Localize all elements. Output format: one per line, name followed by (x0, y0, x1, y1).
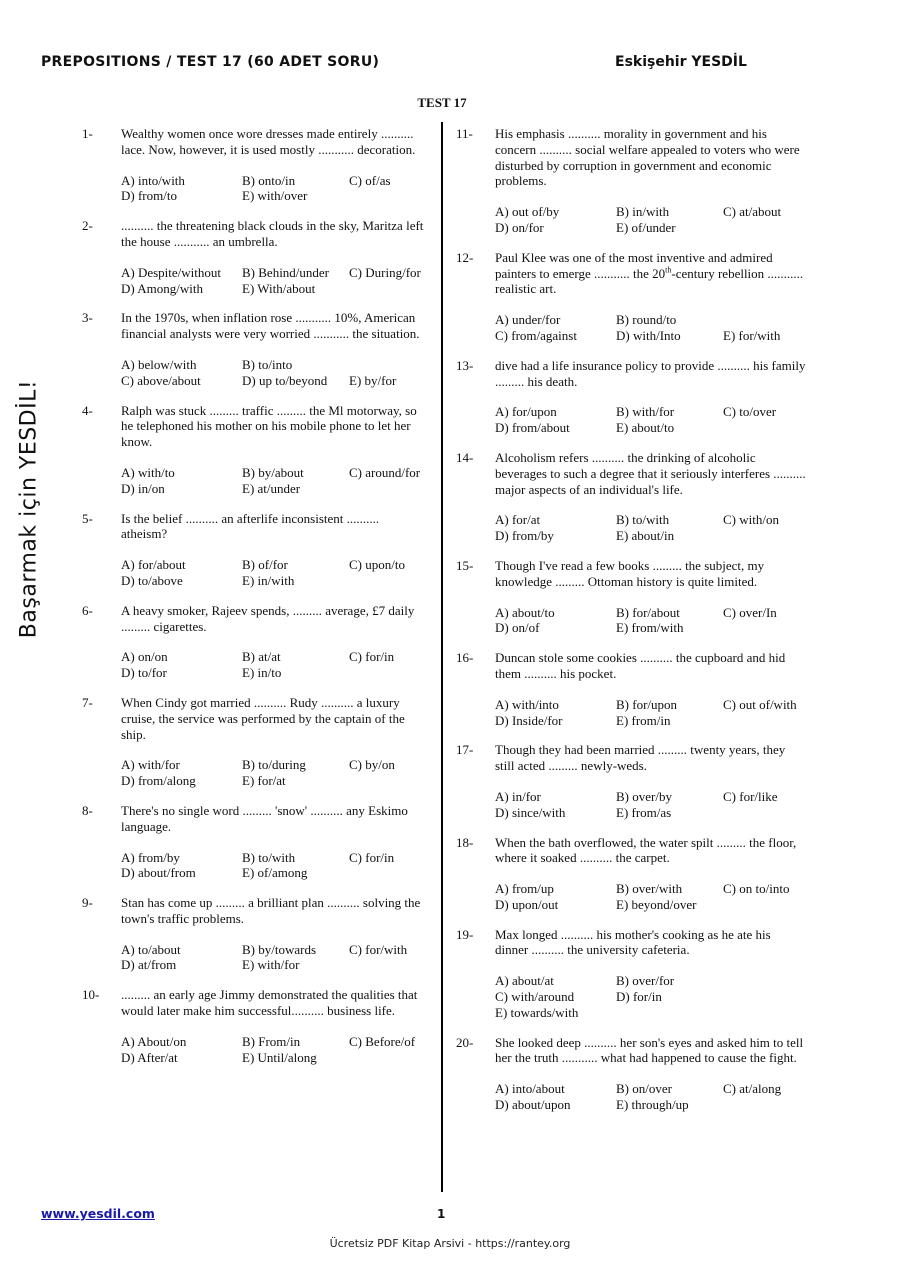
brand-name: Eskişehir YESDİL (615, 54, 747, 70)
answer-option: D) from/along (121, 773, 196, 789)
question-item (456, 927, 806, 1021)
answer-option: A) out of/by (495, 204, 560, 220)
question-text: Wealthy women once wore dresses made entirely .......... lace. Now, however, it is used mostly ........... decoration. (121, 126, 416, 157)
answer-option: E) Until/along (242, 1049, 317, 1065)
answer-options (121, 173, 427, 205)
answer-option: B) at/at (242, 649, 281, 665)
answer-option: E) of/among (242, 865, 308, 881)
answer-option: D) at/from (121, 957, 177, 973)
answer-option: A) for/about (121, 557, 186, 573)
answer-option: B) round/to (616, 312, 677, 328)
answer-options (495, 973, 806, 1020)
answer-option: B) with/for (616, 404, 675, 420)
answer-option: A) with/into (495, 696, 559, 712)
question-number: 7- (82, 694, 93, 710)
question-number: 13- (456, 357, 474, 373)
answer-option: C) from/against (495, 327, 577, 343)
answer-options (495, 312, 806, 344)
answer-option: C) on to/into (723, 881, 790, 897)
answer-options (495, 1081, 806, 1113)
answer-option: C) with/around (495, 989, 575, 1005)
question-text: dive had a life insurance policy to provide .......... his family ......... his death. (495, 357, 806, 389)
answer-option: E) in/to (242, 665, 282, 681)
page-number: 1 (437, 1207, 446, 1221)
answer-option: D) Among/with (121, 280, 203, 296)
question-text: She looked deep .......... her son's eyes and asked him to tell her the truth ........... what had happened to cause the fight. (495, 1034, 804, 1066)
answer-option: C) of/as (349, 172, 391, 188)
answer-option: E) from/in (616, 712, 671, 728)
answer-option: B) to/during (242, 757, 306, 773)
question-text: Ralph was stuck ......... traffic ......... the Ml motorway, so he telephoned his mother on his mobile phone to let her know. (121, 402, 417, 450)
answer-option: E) With/about (242, 280, 316, 296)
answer-option: B) by/towards (242, 941, 317, 957)
answer-option: B) From/in (242, 1033, 301, 1049)
answer-option: E) by/for (349, 372, 397, 388)
answer-option: C) above/about (121, 372, 201, 388)
answer-option: D) to/for (121, 665, 167, 681)
right-column (456, 126, 806, 1127)
answer-option: E) at/under (242, 480, 301, 496)
answer-options (121, 649, 427, 681)
answer-option: C) around/for (349, 464, 421, 480)
question-number: 9- (82, 895, 93, 911)
answer-option: D) in/on (121, 480, 165, 496)
answer-option: E) from/as (616, 804, 672, 820)
left-column (82, 126, 427, 1079)
answer-option: B) by/about (242, 464, 304, 480)
question-number: 2- (82, 218, 93, 234)
answer-option: E) beyond/over (616, 896, 697, 912)
question-number: 15- (456, 557, 474, 573)
question-number: 20- (456, 1034, 474, 1050)
question-item (456, 250, 806, 344)
answer-option: D) about/from (121, 865, 196, 881)
answer-option: D) for/in (616, 989, 662, 1005)
question-number: 5- (82, 510, 93, 526)
answer-option: A) with/for (121, 757, 180, 773)
question-text: Though they had been married ......... twenty years, they still acted ......... newly-weds. (495, 742, 786, 774)
answer-option: D) on/for (495, 219, 544, 235)
answer-option: B) for/upon (616, 696, 678, 712)
answer-option: B) of/for (242, 557, 288, 573)
answer-option: D) up to/beyond (242, 372, 328, 388)
question-number: 17- (456, 742, 474, 758)
question-text (495, 250, 806, 297)
answer-option: C) at/along (723, 1081, 782, 1097)
question-text: Is the belief .......... an afterlife inconsistent .......... atheism? (121, 510, 380, 542)
answer-option: E) of/under (616, 219, 676, 235)
question-item (456, 558, 806, 636)
question-number: 11- (456, 126, 473, 141)
question-text: A heavy smoker, Rajeev spends, ......... average, £7 daily ......... cigarettes. (121, 602, 415, 634)
answer-option: B) over/with (616, 881, 683, 897)
answer-option: A) into/about (495, 1081, 565, 1097)
answer-options (121, 357, 427, 389)
answer-option: B) Behind/under (242, 264, 330, 280)
answer-option: B) for/about (616, 604, 680, 620)
answer-option: C) to/over (723, 404, 777, 420)
answer-option: A) about/to (495, 604, 555, 620)
answer-option: A) on/on (121, 649, 168, 665)
answer-option: C) upon/to (349, 557, 405, 573)
answer-option (723, 312, 806, 328)
question-text: When the bath overflowed, the water spilt ......... the floor, where it soaked .......... the carpet. (495, 834, 797, 866)
answer-option: A) below/with (121, 356, 197, 372)
answer-option: A) under/for (495, 312, 561, 328)
answer-option: C) with/on (723, 512, 779, 528)
question-item (456, 1035, 806, 1113)
question-text-part: Paul Klee was one of the most inventive and admired painters to emerge ........... the 20 (495, 249, 773, 281)
question-item (456, 450, 806, 544)
answer-option: E) in/with (242, 572, 295, 588)
question-number: 6- (82, 602, 93, 618)
answer-options (495, 512, 806, 544)
answer-option: C) over/In (723, 604, 777, 620)
footer-note: Ücretsiz PDF Kitap Arsivi - https://rantey.org (329, 1237, 571, 1250)
answer-option: C) at/about (723, 204, 782, 220)
question-text-superscript: th (665, 265, 672, 275)
question-number: 12- (456, 249, 474, 265)
question-text: When Cindy got married .......... Rudy .......... a luxury cruise, the service was performed by the captain of the ship. (121, 694, 405, 742)
answer-option: B) to/with (242, 849, 296, 865)
answer-option: A) about/at (495, 973, 554, 989)
answer-option: B) over/by (616, 788, 672, 804)
answer-option: E) from/with (616, 620, 684, 636)
answer-option: B) over/for (616, 973, 675, 989)
answer-option: B) onto/in (242, 172, 296, 188)
question-item (82, 987, 427, 1065)
question-item (456, 742, 806, 820)
answer-options (121, 557, 427, 589)
question-text: Though I've read a few books ......... the subject, my knowledge ......... Ottoman history is quite limited. (495, 557, 765, 589)
question-number: 8- (82, 802, 93, 818)
answer-option: C) by/on (349, 757, 395, 773)
answer-option: E) about/to (616, 420, 675, 436)
question-item (456, 126, 806, 236)
question-text: Stan has come up ......... a brilliant plan .......... solving the town's traffic problems. (121, 895, 421, 926)
question-item (82, 803, 427, 881)
question-item (82, 126, 427, 204)
answer-option: D) since/with (495, 804, 566, 820)
question-text-part: -century rebellion ........... realistic art. (495, 265, 804, 297)
answer-option: A) into/with (121, 172, 185, 188)
answer-options (121, 757, 427, 789)
answer-options (495, 789, 806, 821)
question-item (456, 358, 806, 436)
answer-option: B) to/into (242, 356, 293, 372)
answer-option: E) about/in (616, 528, 675, 544)
question-item (456, 650, 806, 728)
answer-option: A) with/to (121, 464, 175, 480)
answer-option: B) in/with (616, 204, 670, 220)
question-item (82, 695, 427, 789)
answer-option: C) out of/with (723, 696, 797, 712)
question-text: Max longed .......... his mother's cooking as he ate his dinner .......... the university cafeteria. (495, 926, 771, 958)
test-heading: TEST 17 (417, 95, 467, 110)
answer-option: E) with/over (242, 188, 308, 204)
answer-option: D) with/Into (616, 327, 681, 343)
answer-option: E) through/up (616, 1097, 689, 1113)
answer-option: A) from/up (495, 881, 554, 897)
answer-option: A) from/by (121, 849, 180, 865)
answer-option: A) to/about (121, 941, 181, 957)
question-text: There's no single word ......... 'snow' .......... any Eskimo language. (121, 802, 408, 834)
question-number: 4- (82, 402, 93, 418)
answer-options (495, 605, 806, 637)
answer-option: D) to/above (121, 572, 183, 588)
side-slogan: Başarmak için YESDİL! (16, 379, 42, 639)
answer-option: C) for/like (723, 788, 778, 804)
answer-option: D) on/of (495, 620, 540, 636)
answer-options (121, 942, 427, 974)
answer-option: A) for/upon (495, 404, 557, 420)
answer-option: D) After/at (121, 1049, 178, 1065)
answer-option: E) with/for (242, 957, 300, 973)
answer-option: B) on/over (616, 1081, 672, 1097)
answer-option: A) in/for (495, 788, 541, 804)
answer-option: E) for/with (723, 327, 781, 343)
question-item (456, 835, 806, 913)
answer-option: D) about/upon (495, 1097, 571, 1113)
question-number: 18- (456, 834, 474, 850)
answer-option: C) Before/of (349, 1033, 416, 1049)
answer-option: B) to/with (616, 512, 670, 528)
answer-option: C) for/in (349, 649, 395, 665)
answer-options (121, 1034, 427, 1066)
question-item (82, 511, 427, 589)
question-text: Duncan stole some cookies .......... the cupboard and hid them .......... his pocket. (495, 650, 786, 681)
answer-option: D) upon/out (495, 896, 559, 912)
answer-options (495, 697, 806, 729)
answer-options (495, 881, 806, 913)
question-item (82, 603, 427, 681)
question-item (82, 895, 427, 973)
question-number: 1- (82, 126, 93, 141)
answer-option: D) Inside/for (495, 712, 563, 728)
answer-option: C) During/for (349, 264, 421, 280)
question-number: 16- (456, 650, 474, 666)
answer-option: A) for/at (495, 512, 541, 528)
question-number: 14- (456, 449, 474, 465)
website-link[interactable]: www.yesdil.com (41, 1206, 155, 1221)
answer-option: A) Despite/without (121, 264, 222, 280)
question-text: ......... an early age Jimmy demonstrated the qualities that would later make him successful.......... business life. (121, 987, 418, 1019)
question-text: His emphasis .......... morality in government and his concern .......... social welfare appealed to voters who were disturbed by corruption in government and economic problems. (495, 126, 800, 189)
answer-option: D) from/by (495, 528, 554, 544)
answer-option: D) from/to (121, 188, 177, 204)
answer-options (121, 465, 427, 497)
question-text: In the 1970s, when inflation rose ........... 10%, American financial analysts were very worried ........... the situation. (121, 310, 420, 342)
question-text: Alcoholism refers .......... the drinking of alcoholic beverages to such a degree that it seriously interferes .......... major aspects of an individual's life. (495, 449, 806, 497)
answer-options (495, 204, 806, 236)
question-number: 10- (82, 987, 100, 1003)
answer-options (121, 850, 427, 882)
answer-option: C) for/in (349, 849, 395, 865)
question-number: 3- (82, 310, 93, 326)
question-text: .......... the threatening black clouds in the sky, Maritza left the house ........... an umbrella. (121, 218, 424, 249)
answer-options (121, 265, 427, 297)
answer-option: E) towards/with (495, 1004, 579, 1020)
answer-option: E) for/at (242, 773, 286, 789)
question-item (82, 310, 427, 388)
column-divider (441, 122, 443, 1192)
answer-option: C) for/with (349, 941, 408, 957)
answer-options (495, 404, 806, 436)
question-item (82, 218, 427, 296)
answer-option: A) About/on (121, 1033, 187, 1049)
question-number: 19- (456, 926, 474, 942)
question-item (82, 403, 427, 497)
answer-option: D) from/about (495, 420, 570, 436)
answer-option (349, 357, 427, 373)
document-title: PREPOSITIONS / TEST 17 (60 ADET SORU) (41, 54, 380, 70)
